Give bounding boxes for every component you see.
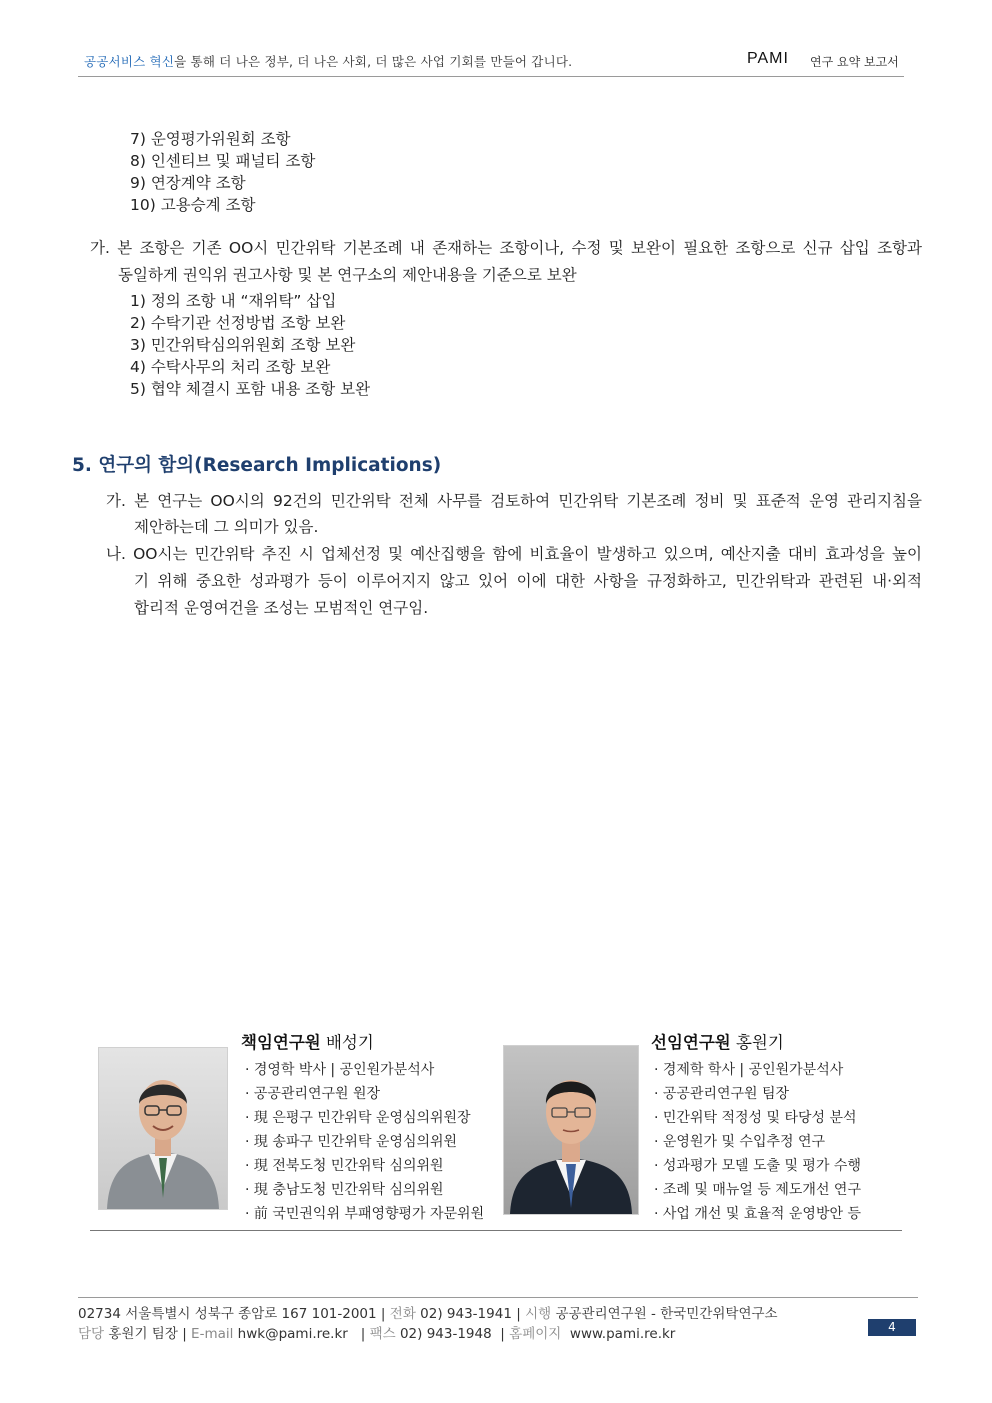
footer-fax: 02) 943-1948 bbox=[399, 1326, 492, 1342]
footer-divider bbox=[78, 1297, 918, 1298]
header-tagline-rest: 을 통해 더 나은 정부, 더 나은 사회, 더 많은 사업 기회를 만들어 갑니다. bbox=[174, 54, 573, 69]
credential-item: · 경영학 박사 | 공인원가분석사 bbox=[245, 1062, 435, 1078]
header-tagline-accent: 공공서비스 혁신 bbox=[84, 54, 175, 69]
header-tagline bbox=[84, 52, 572, 70]
researcher-role: 선임연구원 bbox=[651, 1033, 731, 1052]
researcher-name: 홍원기 bbox=[735, 1033, 784, 1052]
researcher-title bbox=[651, 1029, 784, 1053]
footer-line-1 bbox=[78, 1302, 778, 1322]
researcher-title bbox=[241, 1029, 374, 1053]
header-divider bbox=[78, 76, 904, 77]
list-item: 8) 인센티브 및 패널티 조항 bbox=[130, 152, 316, 170]
footer-issuer-label: 시행 bbox=[525, 1306, 552, 1322]
implication-na-line1: 나. OO시는 민간위탁 추진 시 업체선정 및 예산집행을 함에 비효율이 발생하고 있으며, 예산지출 대비 효과성을 높이 bbox=[106, 545, 922, 563]
credential-item: · 前 국민권익위 부패영향평가 자문위원 bbox=[245, 1206, 485, 1222]
page-number: 4 bbox=[868, 1319, 916, 1336]
credential-item: · 운영원가 및 수입추정 연구 bbox=[654, 1134, 826, 1150]
implication-na-line3: 합리적 운영여건을 조성는 모범적인 연구임. bbox=[134, 599, 429, 617]
implication-na-line2: 기 위해 중요한 성과평가 등이 이루어지지 않고 있어 이에 대한 사항을 규정화하고, 민간위탁과 관련된 내·외적 bbox=[134, 572, 922, 590]
credential-item: · 사업 개선 및 효율적 운영방안 등 bbox=[654, 1206, 861, 1222]
researcher-photo bbox=[503, 1045, 639, 1215]
header-brand: PAMI bbox=[747, 50, 789, 67]
credential-item: · 성과평가 모델 도출 및 평가 수행 bbox=[654, 1158, 861, 1174]
section-heading: 5. 연구의 함의(Research Implications) bbox=[72, 455, 442, 476]
footer-issuer: 공공관리연구원 - 한국민간위탁연구소 bbox=[555, 1306, 778, 1322]
list-item: 9) 연장계약 조항 bbox=[130, 174, 246, 192]
list-item: 7) 운영평가위원회 조항 bbox=[130, 130, 291, 148]
list-item: 5) 협약 체결시 포함 내용 조항 보완 bbox=[130, 380, 371, 398]
credential-item: · 現 송파구 민간위탁 운영심의위원 bbox=[245, 1134, 458, 1150]
footer-separator: | bbox=[500, 1326, 505, 1342]
list-item: 3) 민간위탁심의위원회 조항 보완 bbox=[130, 336, 356, 354]
credential-item: · 공공관리연구원 팀장 bbox=[654, 1086, 790, 1102]
footer-home-label: 홈페이지 bbox=[509, 1326, 562, 1342]
footer-contact-label: 담당 bbox=[78, 1326, 105, 1342]
researcher-divider bbox=[90, 1230, 902, 1231]
footer-separator: | bbox=[182, 1326, 187, 1342]
implication-ga-line1: 가. 본 연구는 OO시의 92건의 민간위탁 전체 사무를 검토하여 민간위탁 기본조례 정비 및 표준적 운영 관리지침을 bbox=[106, 492, 922, 510]
footer-address: 02734 서울특별시 성북구 종암로 167 101-2001 bbox=[78, 1306, 377, 1322]
paragraph-ga-line1: 가. 본 조항은 기존 OO시 민간위탁 기본조례 내 존재하는 조항이나, 수정 및 보완이 필요한 조항으로 신규 삽입 조항과 bbox=[90, 239, 922, 257]
researcher-role: 책임연구원 bbox=[241, 1033, 321, 1052]
credential-item: · 경제학 학사 | 공인원가분석사 bbox=[654, 1062, 844, 1078]
credential-item: · 공공관리연구원 원장 bbox=[245, 1086, 381, 1102]
credential-item: · 現 은평구 민간위탁 운영심의위원장 bbox=[245, 1110, 471, 1126]
researcher-name: 배성기 bbox=[325, 1033, 374, 1052]
footer-tel: 02) 943-1941 bbox=[420, 1306, 512, 1322]
footer-contact: 홍원기 팀장 bbox=[108, 1326, 178, 1342]
footer-homepage-link[interactable]: www.pami.re.kr bbox=[569, 1326, 676, 1342]
credential-item: · 조례 및 매뉴얼 등 제도개선 연구 bbox=[654, 1182, 861, 1198]
footer-separator: | bbox=[360, 1326, 366, 1342]
footer-email[interactable]: hwk@pami.re.kr bbox=[237, 1326, 348, 1342]
footer-separator: | bbox=[380, 1306, 386, 1322]
footer-tel-label: 전화 bbox=[389, 1306, 416, 1322]
paragraph-ga-line2: 동일하게 권익위 권고사항 및 본 연구소의 제안내용을 기준으로 보완 bbox=[118, 266, 577, 284]
list-item: 1) 정의 조항 내 “재위탁” 삽입 bbox=[130, 292, 337, 310]
footer-email-label: E-mail bbox=[191, 1326, 234, 1342]
credential-item: · 現 전북도청 민간위탁 심의위원 bbox=[245, 1158, 444, 1174]
implication-ga-line2: 제안하는데 그 의미가 있음. bbox=[134, 518, 319, 536]
list-item: 10) 고용승계 조항 bbox=[130, 196, 256, 214]
footer-fax-label: 팩스 bbox=[369, 1326, 396, 1342]
list-item: 4) 수탁사무의 처리 조항 보완 bbox=[130, 358, 331, 376]
footer-separator: | bbox=[516, 1306, 521, 1322]
footer-line-2 bbox=[78, 1322, 675, 1342]
researcher-photo bbox=[98, 1047, 228, 1210]
header-report-title: 연구 요약 보고서 bbox=[810, 55, 899, 69]
credential-item: · 민간위탁 적정성 및 타당성 분석 bbox=[654, 1110, 857, 1126]
list-item: 2) 수탁기관 선정방법 조항 보완 bbox=[130, 314, 346, 332]
credential-item: · 現 충남도청 민간위탁 심의위원 bbox=[245, 1182, 444, 1198]
